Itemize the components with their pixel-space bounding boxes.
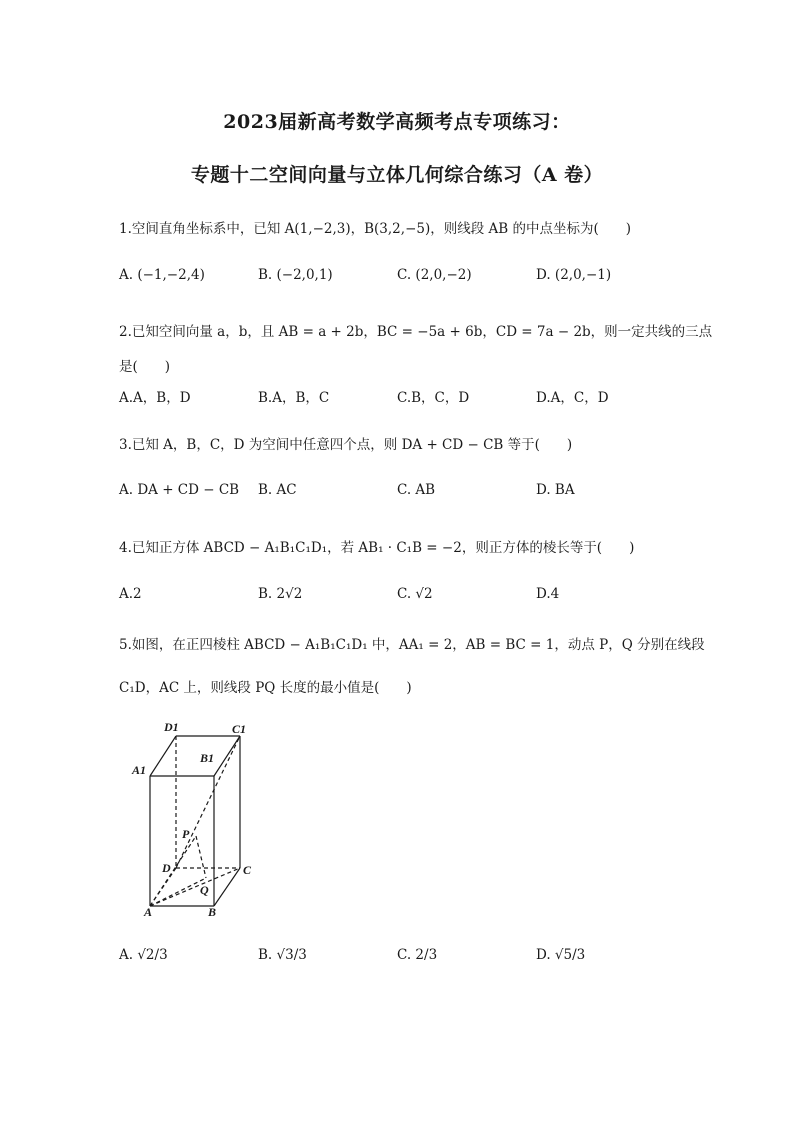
question-5-option-c: C. 2/3 xyxy=(397,947,438,963)
label-d1: D1 xyxy=(164,720,179,734)
label-c: C xyxy=(243,863,252,877)
question-2-text: 2.已知空间向量 a，b，且 AB = a + 2b，BC = −5a + 6b，CD = 7a − 2b，则一定共线的三点 xyxy=(119,324,713,340)
question-4-text: 4.已知正方体 ABCD − A₁B₁C₁D₁，若 AB₁ · C₁B = −2，则正方体的棱长等于( ) xyxy=(119,540,635,556)
question-2-option-a: A.A，B，D xyxy=(119,390,191,406)
label-a: A xyxy=(144,905,153,919)
label-a1: A1 xyxy=(132,763,147,777)
label-d: D xyxy=(162,861,171,875)
question-5-option-a: A. √2/3 xyxy=(119,947,168,963)
question-4-option-c: C. √2 xyxy=(397,586,433,602)
question-1-option-a: A. (−1,−2,4) xyxy=(119,267,205,283)
question-5-option-d: D. √5/3 xyxy=(536,947,586,963)
question-2-text-cont: 是( ) xyxy=(119,359,171,375)
question-3-option-c: C. AB xyxy=(397,482,436,498)
question-5-text-cont: C₁D，AC 上，则线段 PQ 长度的最小值是( ) xyxy=(119,680,412,696)
question-3-option-b: B. AC xyxy=(258,482,297,498)
question-3-option-a: A. DA + CD − CB xyxy=(119,482,240,498)
question-4-option-b: B. 2√2 xyxy=(258,586,303,602)
label-b1: B1 xyxy=(200,751,215,765)
question-1-option-c: C. (2,0,−2) xyxy=(397,267,472,283)
question-5-text: 5.如图，在正四棱柱 ABCD − A₁B₁C₁D₁ 中，AA₁ = 2，AB = BC = 1，动点 P，Q 分别在线段 xyxy=(119,637,705,653)
label-c1: C1 xyxy=(232,722,247,736)
question-4-option-d: D.4 xyxy=(536,586,560,602)
question-3-text: 3.已知 A，B，C，D 为空间中任意四个点，则 DA + CD − CB 等于( ) xyxy=(119,437,573,453)
question-4-option-a: A.2 xyxy=(119,586,142,602)
question-3-option-d: D. BA xyxy=(536,482,575,498)
question-2-option-b: B.A，B，C xyxy=(258,390,330,406)
label-p: P xyxy=(182,827,190,841)
question-5-option-b: B. √3/3 xyxy=(258,947,307,963)
question-2-option-d: D.A，C，D xyxy=(536,390,609,406)
page-subtitle: 专题十二空间向量与立体几何综合练习（A 卷） xyxy=(190,164,604,186)
question-1-text: 1.空间直角坐标系中，已知 A(1,−2,3)，B(3,2,−5)，则线段 AB 的中点坐标为( ) xyxy=(119,221,632,237)
question-2-option-c: C.B，C，D xyxy=(397,390,470,406)
question-1-option-b: B. (−2,0,1) xyxy=(258,267,333,283)
question-1-option-d: D. (2,0,−1) xyxy=(536,267,612,283)
label-q: Q xyxy=(200,883,209,897)
page-title: 2023届新高考数学高频考点专项练习： xyxy=(223,111,571,133)
label-b: B xyxy=(208,905,217,919)
prism-figure xyxy=(128,716,268,921)
